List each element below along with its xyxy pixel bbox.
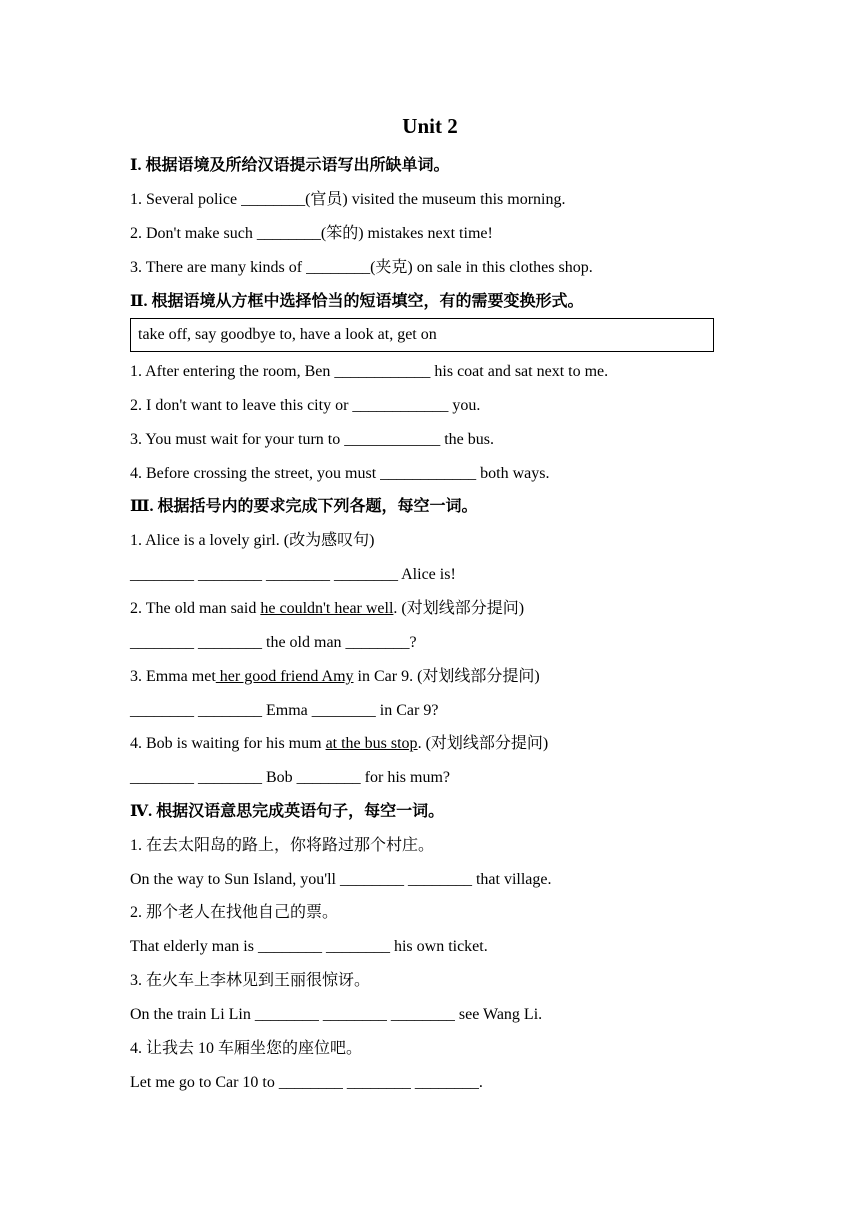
section-3-question-4 bbox=[130, 734, 548, 754]
section-1-item-2: 2. Don't make such ________(笨的) mistakes next time! bbox=[130, 225, 493, 242]
section-4-english-2: That elderly man is ________ ________ his own ticket. bbox=[130, 938, 488, 955]
section-3-question-3 bbox=[130, 667, 540, 687]
question-text: 4. Bob is waiting for his mum bbox=[130, 735, 326, 752]
section-4-chinese-1: 1. 在去太阳岛的路上，你将路过那个村庄。 bbox=[130, 837, 435, 854]
question-instruction: . (对划线部分提问) bbox=[417, 735, 549, 752]
section-3-answer-4: ________ ________ Bob ________ for his mum? bbox=[130, 769, 450, 786]
phrase-box: take off, say goodbye to, have a look at, get on bbox=[130, 318, 714, 352]
page-title: Unit 2 bbox=[402, 114, 458, 138]
section-4-chinese-4: 4. 让我去 10 车厢坐您的座位吧。 bbox=[130, 1040, 363, 1057]
section-2-item-4: 4. Before crossing the street, you must ____________ both ways. bbox=[130, 465, 550, 482]
section-1-item-3: 3. There are many kinds of ________(夹克) on sale in this clothes shop. bbox=[130, 259, 593, 276]
section-2-item-3: 3. You must wait for your turn to ____________ the bus. bbox=[130, 431, 494, 448]
underlined-part: he couldn't hear well bbox=[260, 600, 394, 617]
section-1-heading: Ⅰ. 根据语境及所给汉语提示语写出所缺单词。 bbox=[130, 157, 450, 174]
section-3-heading: Ⅲ. 根据括号内的要求完成下列各题，每空一词。 bbox=[130, 498, 478, 515]
section-4-english-1: On the way to Sun Island, you'll ________ ________ that village. bbox=[130, 871, 552, 888]
section-4-heading: Ⅳ. 根据汉语意思完成英语句子，每空一词。 bbox=[130, 803, 445, 820]
section-4-english-4: Let me go to Car 10 to ________ ________ ________. bbox=[130, 1074, 483, 1091]
section-3-answer-3: ________ ________ Emma ________ in Car 9? bbox=[130, 702, 439, 719]
section-3-answer-2: ________ ________ the old man ________? bbox=[130, 634, 417, 651]
question-instruction: in Car 9. (对划线部分提问) bbox=[353, 668, 540, 685]
section-4-chinese-3: 3. 在火车上李林见到王丽很惊讶。 bbox=[130, 972, 371, 989]
underlined-part: at the bus stop bbox=[325, 735, 418, 752]
section-3-question-1: 1. Alice is a lovely girl. (改为感叹句) bbox=[130, 532, 375, 549]
section-2-item-2: 2. I don't want to leave this city or ____________ you. bbox=[130, 397, 481, 414]
question-text: 3. Emma met bbox=[130, 668, 216, 685]
underlined-part: her good friend Amy bbox=[215, 668, 354, 685]
section-4-english-3: On the train Li Lin ________ ________ ________ see Wang Li. bbox=[130, 1006, 543, 1023]
section-3-question-2 bbox=[130, 599, 524, 619]
section-3-answer-1: ________ ________ ________ ________ Alice is! bbox=[130, 566, 456, 583]
question-text: 2. The old man said bbox=[130, 600, 261, 617]
section-2-item-1: 1. After entering the room, Ben ____________ his coat and sat next to me. bbox=[130, 363, 609, 380]
question-instruction: . (对划线部分提问) bbox=[393, 600, 525, 617]
section-1-item-1: 1. Several police ________(官员) visited the museum this morning. bbox=[130, 191, 566, 208]
section-4-chinese-2: 2. 那个老人在找他自己的票。 bbox=[130, 904, 339, 921]
section-2-heading: Ⅱ. 根据语境从方框中选择恰当的短语填空，有的需要变换形式。 bbox=[130, 293, 584, 310]
